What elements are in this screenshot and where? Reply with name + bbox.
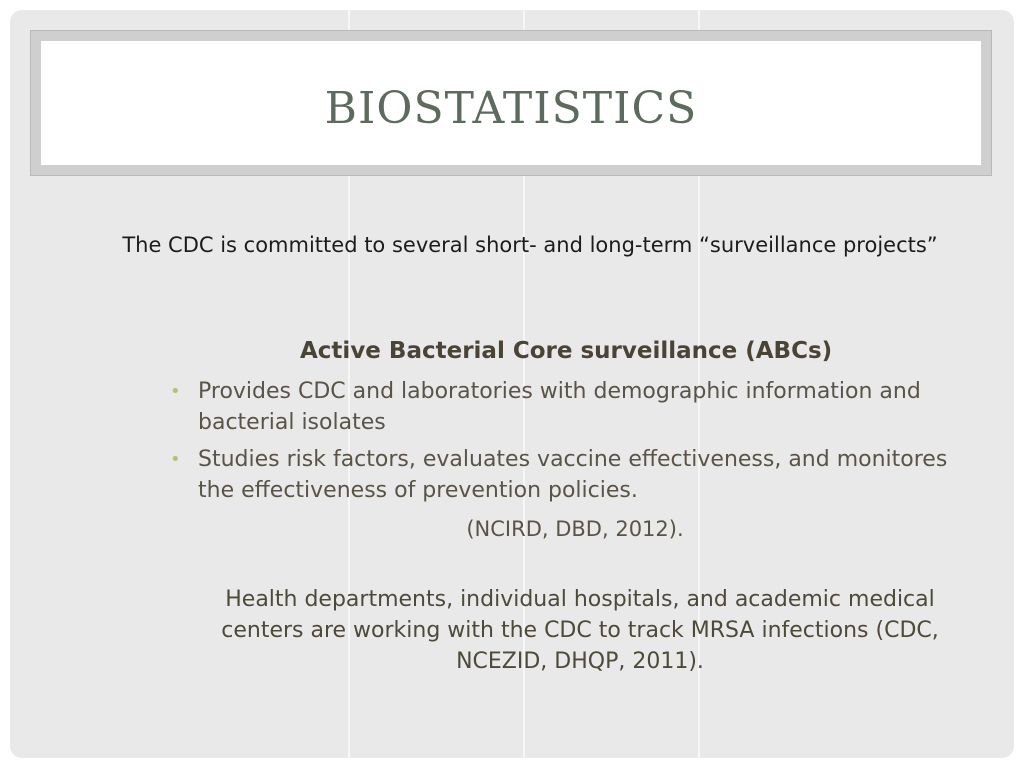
slide-title: BIOSTATISTICS <box>324 83 698 134</box>
section-subheading: Active Bacterial Core surveillance (ABCs) <box>300 338 833 364</box>
title-box <box>41 41 981 165</box>
list-item <box>170 444 970 506</box>
closing-text: Health departments, individual hospitals, and academic medical centers are working with the CDC to track MRSA infections (CDC, NCEZID, DHQP, 2011). <box>221 587 939 674</box>
slide <box>10 10 1014 758</box>
intro-text: The CDC is committed to several short- and long-term “surveillance projects” <box>122 233 938 257</box>
title-frame <box>30 30 992 176</box>
bullet-text: Provides CDC and laboratories with demographic information and bacterial isolates <box>198 379 921 435</box>
list-item <box>170 376 970 438</box>
bullet-text: Studies risk factors, evaluates vaccine effectiveness, and monitores the effectiveness of prevention policies. <box>198 447 948 503</box>
bullet-icon: • <box>170 381 181 402</box>
bullet-icon: • <box>170 449 181 470</box>
bullet-list <box>170 376 970 512</box>
citation-text: (NCIRD, DBD, 2012). <box>466 517 684 541</box>
